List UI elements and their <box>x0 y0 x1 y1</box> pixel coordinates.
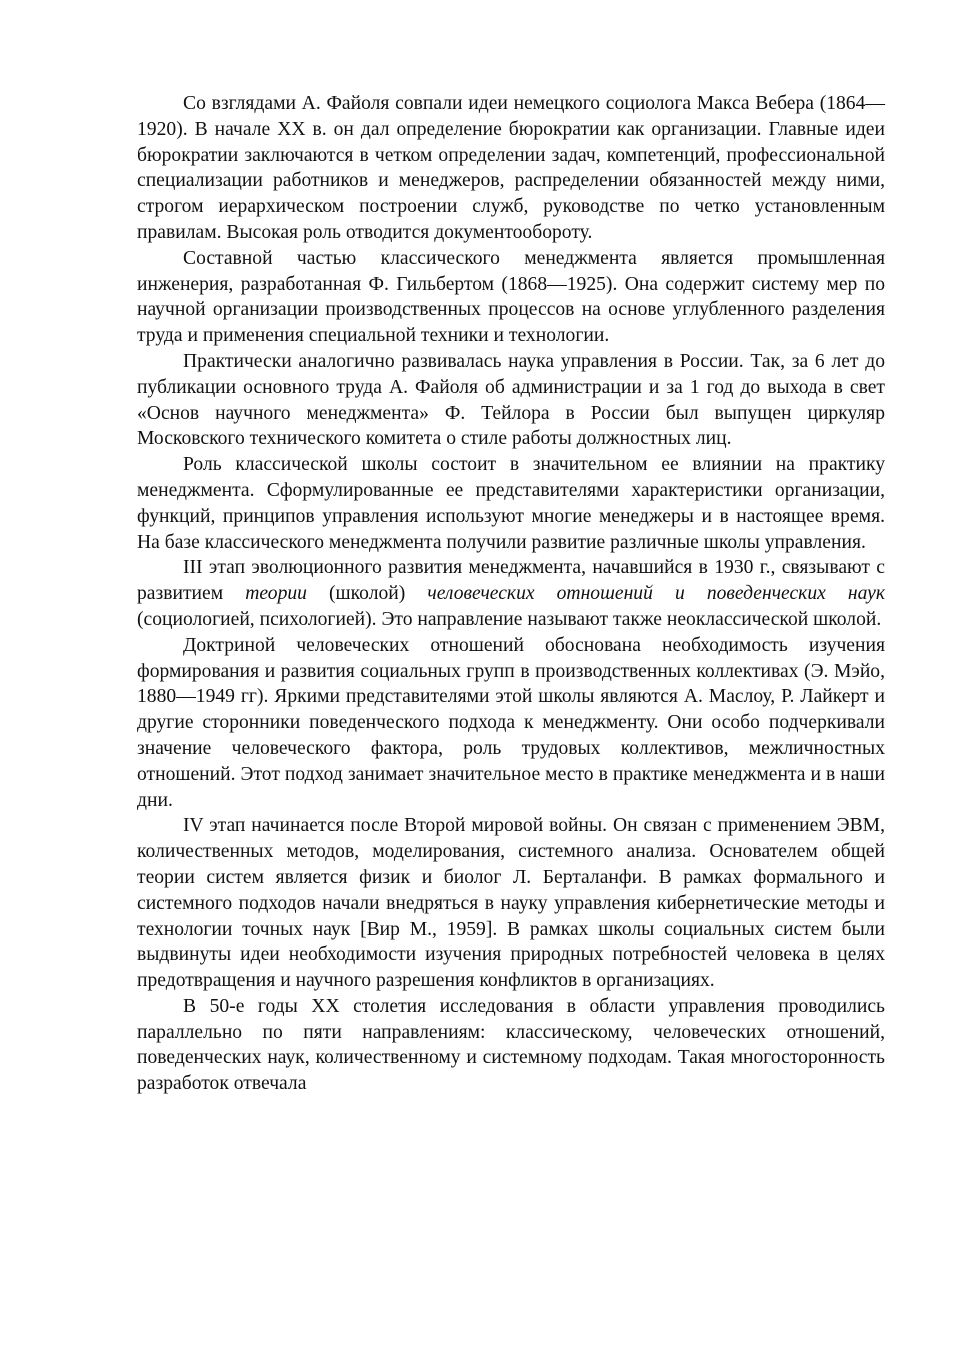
paragraph-text: Роль классической школы состоит в значительном ее влиянии на практику менеджмента. Сформулированные ее представителями характеристики организации, функций, принципов управления используют многие менеджеры и в настоящее время. На базе классического менеджмента получили развитие различные школы управления. <box>137 454 885 553</box>
paragraph-text: Практически аналогично развивалась наука управления в России. Так, за 6 лет до публикации основного труда А. Файоля об администрации и за 1 год до выхода в свет «Основ научного менеджмента» Ф. Тейлора в России был выпущен циркуляр Московского технического комитета о стиле работы должностных лиц. <box>137 350 885 450</box>
paragraph-italic-text: человеческих отношений и поведенческих наук <box>427 583 886 605</box>
paragraph-stage-three <box>137 555 885 632</box>
paragraph-industrial-engineering <box>137 246 885 349</box>
paragraph-weber-bureaucracy <box>137 91 885 246</box>
paragraph-text: III этап эволюционного развития менеджмента, начавшийся в 1930 г., связывают с развитием <box>137 557 885 605</box>
paragraph-text: (социологией, психологией). Это направление называют также неоклассической школой. <box>137 608 882 630</box>
paragraph-text: (школой) <box>306 583 428 605</box>
paragraph-fifties <box>137 994 885 1097</box>
paragraph-text: Составной частью классического менеджмента является промышленная инженерия, разработанная Ф. Гильбертом (1868—1925). Она содержит систему мер по научной организации производственных процессов на основе углубленного разделения труда и применения специальной техники и технологии. <box>137 247 885 347</box>
paragraph-text: Со взглядами А. Файоля совпали идеи немецкого социолога Макса Вебера (1864—1920). В начале XX в. он дал определение бюрократии как организации. Главные идеи бюрократии заключаются в четком определении задач, компетенций, профессиональной специализации работников и менеджеров, распределении обязанностей между ними, строгом иерархическом построении служб, руководстве по четко установленным правилам. Высокая роль отводится документообороту. <box>137 93 885 243</box>
paragraph-italic-text: теории <box>245 583 307 605</box>
paragraph-russia-management <box>137 349 885 452</box>
paragraph-human-relations <box>137 633 885 814</box>
paragraph-classical-school-role <box>137 452 885 555</box>
paragraph-text: Доктриной человеческих отношений обоснована необходимость изучения формирования и развития социальных групп в производственных коллективах (Э. Мэйо, 1880—1949 гг). Яркими представителями этой школы являются А. Маслоу, Р. Лайкерт и другие сторонники поведенческого подхода к менеджменту. Они особо подчеркивали значение человеческого фактора, роль трудовых коллективов, межличностных отношений. Этот подход занимает значительное место в практике менеджмента и в наши дни. <box>137 634 885 811</box>
paragraph-text: IV этап начинается после Второй мировой войны. Он связан с применением ЭВМ, количественных методов, моделирования, системного анализа. Основателем общей теории систем является физик и биолог Л. Берталанфи. В рамках формального и системного подходов начали внедряться в науку управления кибернетические методы и технологии точных наук [Вир М., 1959]. В рамках школы социальных систем были выдвинуты идеи необходимости изучения природных потребностей человека в целях предотвращения и научного разрешения конфликтов в организациях. <box>137 815 885 992</box>
document-page <box>137 91 885 1097</box>
paragraph-text: В 50-е годы XX столетия исследования в области управления проводились параллельно по пяти направлениям: классическому, человеческих отношений, поведенческих наук, количественному и системному подходам. Такая многосторонность разработок отвечала <box>137 995 885 1095</box>
paragraph-stage-four <box>137 813 885 994</box>
